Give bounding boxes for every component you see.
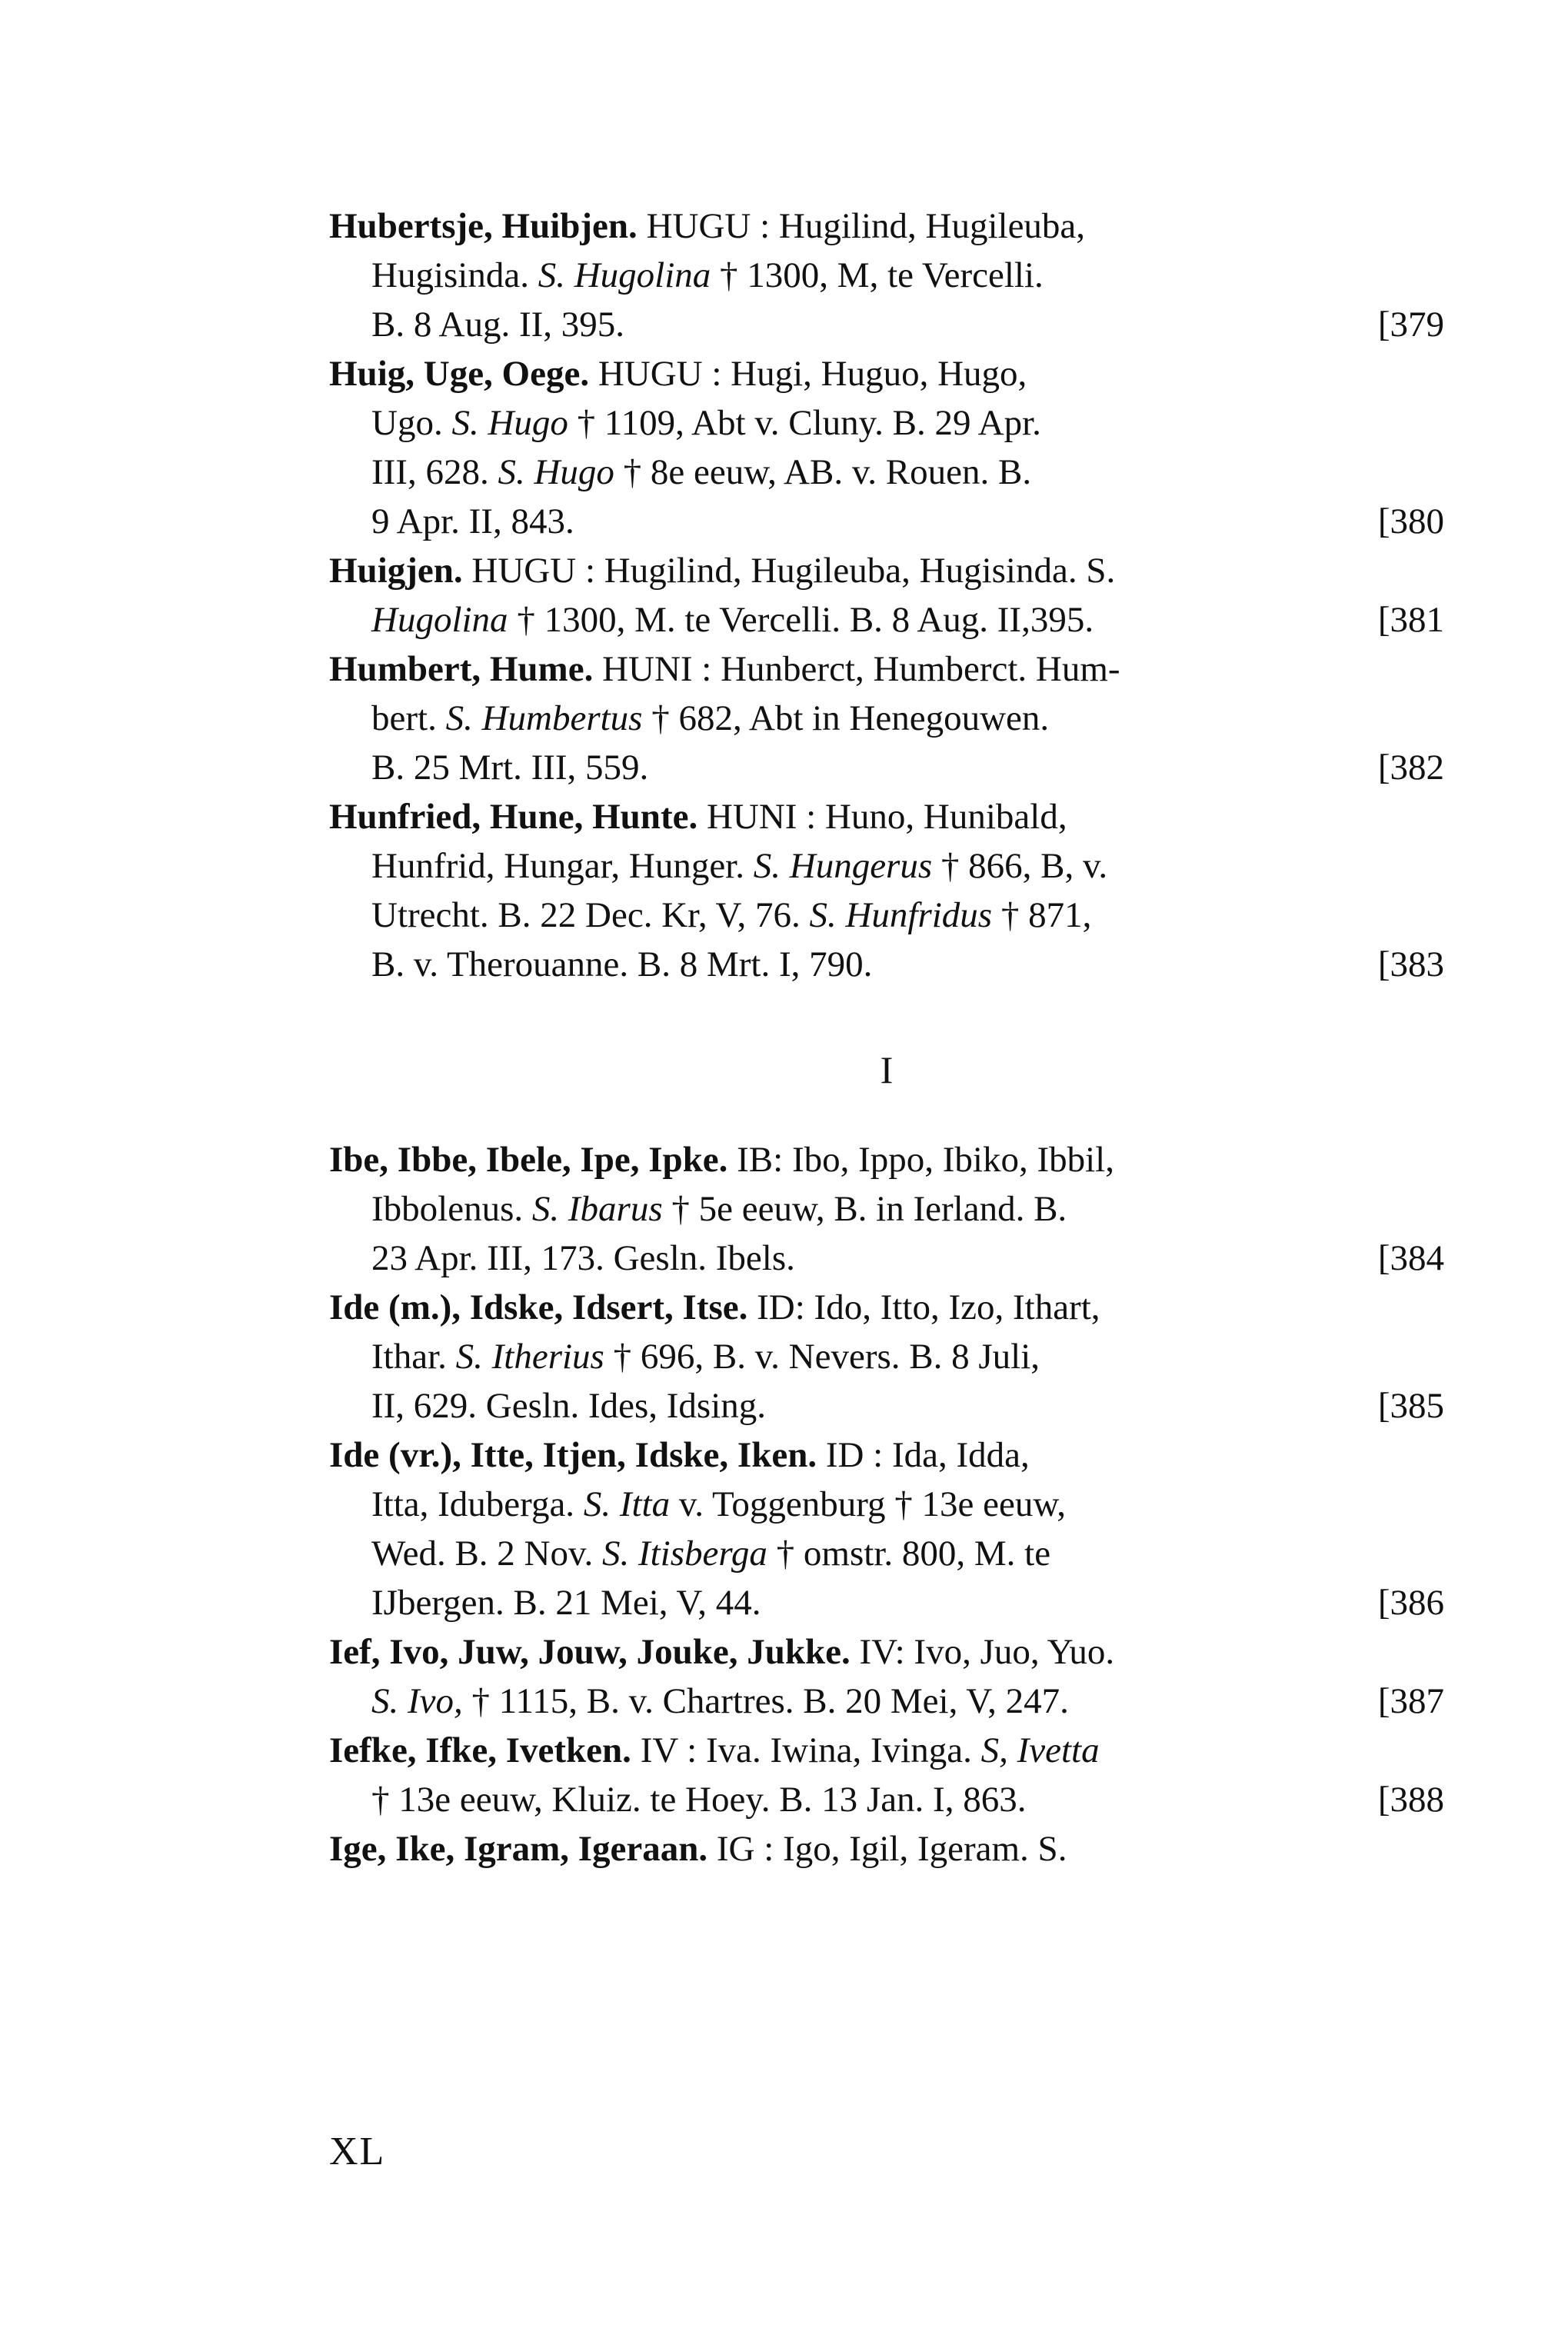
entry-line <box>329 891 1444 940</box>
line-text <box>329 398 1041 448</box>
entry-line <box>329 1184 1444 1234</box>
entries-h <box>329 201 1444 989</box>
entry-line <box>329 1677 1444 1726</box>
entry-line <box>329 398 1444 448</box>
line-text <box>329 1234 795 1283</box>
entry-number: [385 <box>1377 1386 1444 1426</box>
headword: Ide (vr.), Itte, Itjen, Idske, Iken. <box>329 1435 817 1475</box>
line-text <box>329 1283 1100 1332</box>
entry-text: B. 8 Aug. II, 395. <box>371 305 624 345</box>
entry-text: Hugisinda. <box>371 255 538 295</box>
headword: Ibe, Ibbe, Ibele, Ipe, Ipke. <box>329 1140 728 1180</box>
entry-text: IJbergen. B. 21 Mei, V, 44. <box>371 1583 761 1623</box>
saint-name: S. Hugolina <box>538 255 711 295</box>
line-text <box>329 1184 1067 1234</box>
line-text <box>329 1677 1069 1726</box>
entry-text: Itta, Iduberga. <box>371 1484 584 1524</box>
entry-text: † 13e eeuw, Kluiz. te Hoey. B. 13 Jan. I, 863. <box>371 1780 1027 1820</box>
entry-text: † 8e eeuw, AB. v. Rouen. B. <box>614 452 1032 492</box>
line-text <box>329 1430 1030 1480</box>
entry-text: bert. <box>371 698 446 738</box>
entry-text: HUGU : Hugi, Huguo, Hugo, <box>589 354 1027 394</box>
entry-number: [384 <box>1377 1238 1444 1278</box>
line-text <box>329 546 1115 595</box>
line-text <box>329 595 1094 644</box>
saint-name: S. Hungerus <box>753 846 933 886</box>
entry-text: v. Toggenburg † 13e eeuw, <box>670 1484 1067 1524</box>
headword: Humbert, Hume. <box>329 649 594 689</box>
entry-number: [383 <box>1377 944 1444 984</box>
line-text <box>329 940 872 989</box>
line-text <box>329 1332 1040 1381</box>
saint-name: S. Itta <box>583 1484 671 1524</box>
headword: Huig, Uge, Oege. <box>329 354 590 394</box>
entry-line <box>329 1775 1444 1824</box>
headword: Ide (m.), Idske, Idsert, Itse. <box>329 1287 748 1327</box>
dictionary-entry <box>329 644 1444 792</box>
line-text <box>329 1529 1050 1578</box>
saint-name: S. Hugo <box>498 452 614 492</box>
entry-line <box>329 1430 1444 1480</box>
entry-text: ID : Ida, Idda, <box>817 1435 1030 1475</box>
entry-text: Ugo. <box>371 403 452 443</box>
entry-number: [381 <box>1377 600 1444 640</box>
entry-text: † 696, B. v. Nevers. B. 8 Juli, <box>604 1337 1040 1377</box>
entry-line <box>329 1824 1444 1873</box>
entry-text: IB: Ibo, Ippo, Ibiko, Ibbil, <box>727 1140 1114 1180</box>
entry-text: † 5e eeuw, B. in Ierland. B. <box>662 1189 1067 1229</box>
line-text <box>329 201 1085 251</box>
entry-text: HUNI : Huno, Hunibald, <box>697 797 1067 837</box>
entry-text: IV : Iva. Iwina, Ivinga. <box>631 1730 981 1770</box>
line-text <box>329 841 1107 891</box>
entry-number: [387 <box>1377 1681 1444 1721</box>
entry-text: B. v. Therouanne. B. 8 Mrt. I, 790. <box>371 944 873 984</box>
line-text <box>329 300 624 349</box>
dictionary-text <box>329 201 1444 1873</box>
line-text <box>329 694 1049 743</box>
entry-text: † omstr. 800, M. te <box>767 1534 1051 1574</box>
line-text <box>329 1381 766 1430</box>
entry-line <box>329 1529 1444 1578</box>
entry-text: 9 Apr. II, 843. <box>371 501 574 541</box>
entry-text: B. 25 Mrt. III, 559. <box>371 748 649 788</box>
letter-heading: I <box>880 1048 894 1091</box>
headword: Hunfried, Hune, Hunte. <box>329 797 698 837</box>
dictionary-entry <box>329 201 1444 349</box>
entry-line <box>329 1135 1444 1184</box>
saint-name: S. Ivo, <box>371 1681 463 1721</box>
line-text <box>329 1824 1067 1873</box>
line-text <box>329 349 1027 398</box>
saint-name: S. Itisberga <box>601 1534 767 1574</box>
entry-text: Wed. B. 2 Nov. <box>371 1534 602 1574</box>
line-text <box>329 1775 1026 1824</box>
entry-text: HUNI : Hunberct, Humberct. Hum- <box>593 649 1120 689</box>
entry-line <box>329 251 1444 300</box>
entry-line <box>329 201 1444 251</box>
entry-text: Utrecht. B. 22 Dec. Kr, V, 76. <box>371 895 810 935</box>
entry-text: ID: Ido, Itto, Izo, Ithart, <box>747 1287 1100 1327</box>
entry-line <box>329 1726 1444 1775</box>
entry-text: † 1109, Abt v. Cluny. B. 29 Apr. <box>568 403 1041 443</box>
entry-text: II, 629. Gesln. Ides, Idsing. <box>371 1386 767 1426</box>
entry-text: 23 Apr. III, 173. Gesln. Ibels. <box>371 1238 795 1278</box>
entry-line <box>329 349 1444 398</box>
dictionary-entry <box>329 546 1444 644</box>
dictionary-entry <box>329 1824 1444 1873</box>
entry-text: † 682, Abt in Henegouwen. <box>642 698 1050 738</box>
entry-number: [388 <box>1377 1780 1444 1820</box>
line-text <box>329 251 1044 300</box>
dictionary-entry <box>329 1135 1444 1283</box>
entry-text: † 1300, M, te Vercelli. <box>711 255 1044 295</box>
entry-line <box>329 743 1444 792</box>
entry-text: Ithar. <box>371 1337 456 1377</box>
entry-text: IG : Igo, Igil, Igeram. S. <box>707 1829 1067 1869</box>
entry-text: † 866, B, v. <box>932 846 1108 886</box>
saint-name: S. Humbertus <box>445 698 643 738</box>
entry-text: Hunfrid, Hungar, Hunger. <box>371 846 754 886</box>
dictionary-entry <box>329 1283 1444 1430</box>
dictionary-entry <box>329 349 1444 546</box>
line-text <box>329 1726 1100 1775</box>
entry-line <box>329 1578 1444 1627</box>
line-text <box>329 1627 1114 1677</box>
saint-name: S, Ivetta <box>980 1730 1100 1770</box>
saint-name: S. Ibarus <box>531 1189 663 1229</box>
entry-line <box>329 792 1444 841</box>
headword: Iefke, Ifke, Ivetken. <box>329 1730 631 1770</box>
entry-line <box>329 694 1444 743</box>
entry-number: [382 <box>1377 748 1444 788</box>
entry-line <box>329 841 1444 891</box>
entries-i <box>329 1135 1444 1873</box>
line-text <box>329 497 574 546</box>
entry-line <box>329 448 1444 497</box>
line-text <box>329 1480 1066 1529</box>
entry-text: HUGU : Hugilind, Hugileuba, Hugisinda. S. <box>462 551 1116 591</box>
line-text <box>329 644 1120 694</box>
entry-text: † 1300, M. te Vercelli. B. 8 Aug. II,395. <box>508 600 1094 640</box>
entry-line <box>329 1381 1444 1430</box>
entry-line <box>329 644 1444 694</box>
line-text <box>329 1578 761 1627</box>
saint-name: S. Itherius <box>455 1337 604 1377</box>
entry-text: IV: Ivo, Juo, Yuo. <box>850 1632 1115 1672</box>
headword: Huigjen. <box>329 551 463 591</box>
entry-number: [379 <box>1377 305 1444 345</box>
saint-name: S. Hugo <box>451 403 568 443</box>
line-text <box>329 891 1091 940</box>
entry-text: Ibbolenus. <box>371 1189 532 1229</box>
entry-line <box>329 1480 1444 1529</box>
headword: Hubertsje, Huibjen. <box>329 206 638 246</box>
entry-line <box>329 1283 1444 1332</box>
entry-number: [386 <box>1377 1583 1444 1623</box>
page-number: XL <box>329 2130 386 2173</box>
dictionary-entry <box>329 1627 1444 1726</box>
entry-line <box>329 1234 1444 1283</box>
headword: Ief, Ivo, Juw, Jouw, Jouke, Jukke. <box>329 1632 851 1672</box>
line-text <box>329 1135 1114 1184</box>
saint-name: Hugolina <box>371 600 508 640</box>
entry-line <box>329 300 1444 349</box>
dictionary-entry <box>329 792 1444 989</box>
entry-number: [380 <box>1377 501 1444 541</box>
entry-text: HUGU : Hugilind, Hugileuba, <box>637 206 1086 246</box>
entry-line <box>329 497 1444 546</box>
entry-line <box>329 940 1444 989</box>
dictionary-entry <box>329 1726 1444 1824</box>
dictionary-entry <box>329 1430 1444 1627</box>
entry-line <box>329 1332 1444 1381</box>
line-text <box>329 792 1067 841</box>
entry-text: † 871, <box>992 895 1092 935</box>
entry-text: III, 628. <box>371 452 498 492</box>
entry-text: † 1115, B. v. Chartres. B. 20 Mei, V, 247. <box>462 1681 1069 1721</box>
saint-name: S. Hunfridus <box>809 895 993 935</box>
entry-line <box>329 546 1444 595</box>
line-text <box>329 743 648 792</box>
entry-line <box>329 595 1444 644</box>
line-text <box>329 448 1031 497</box>
headword: Ige, Ike, Igram, Igeraan. <box>329 1829 708 1869</box>
entry-line <box>329 1627 1444 1677</box>
